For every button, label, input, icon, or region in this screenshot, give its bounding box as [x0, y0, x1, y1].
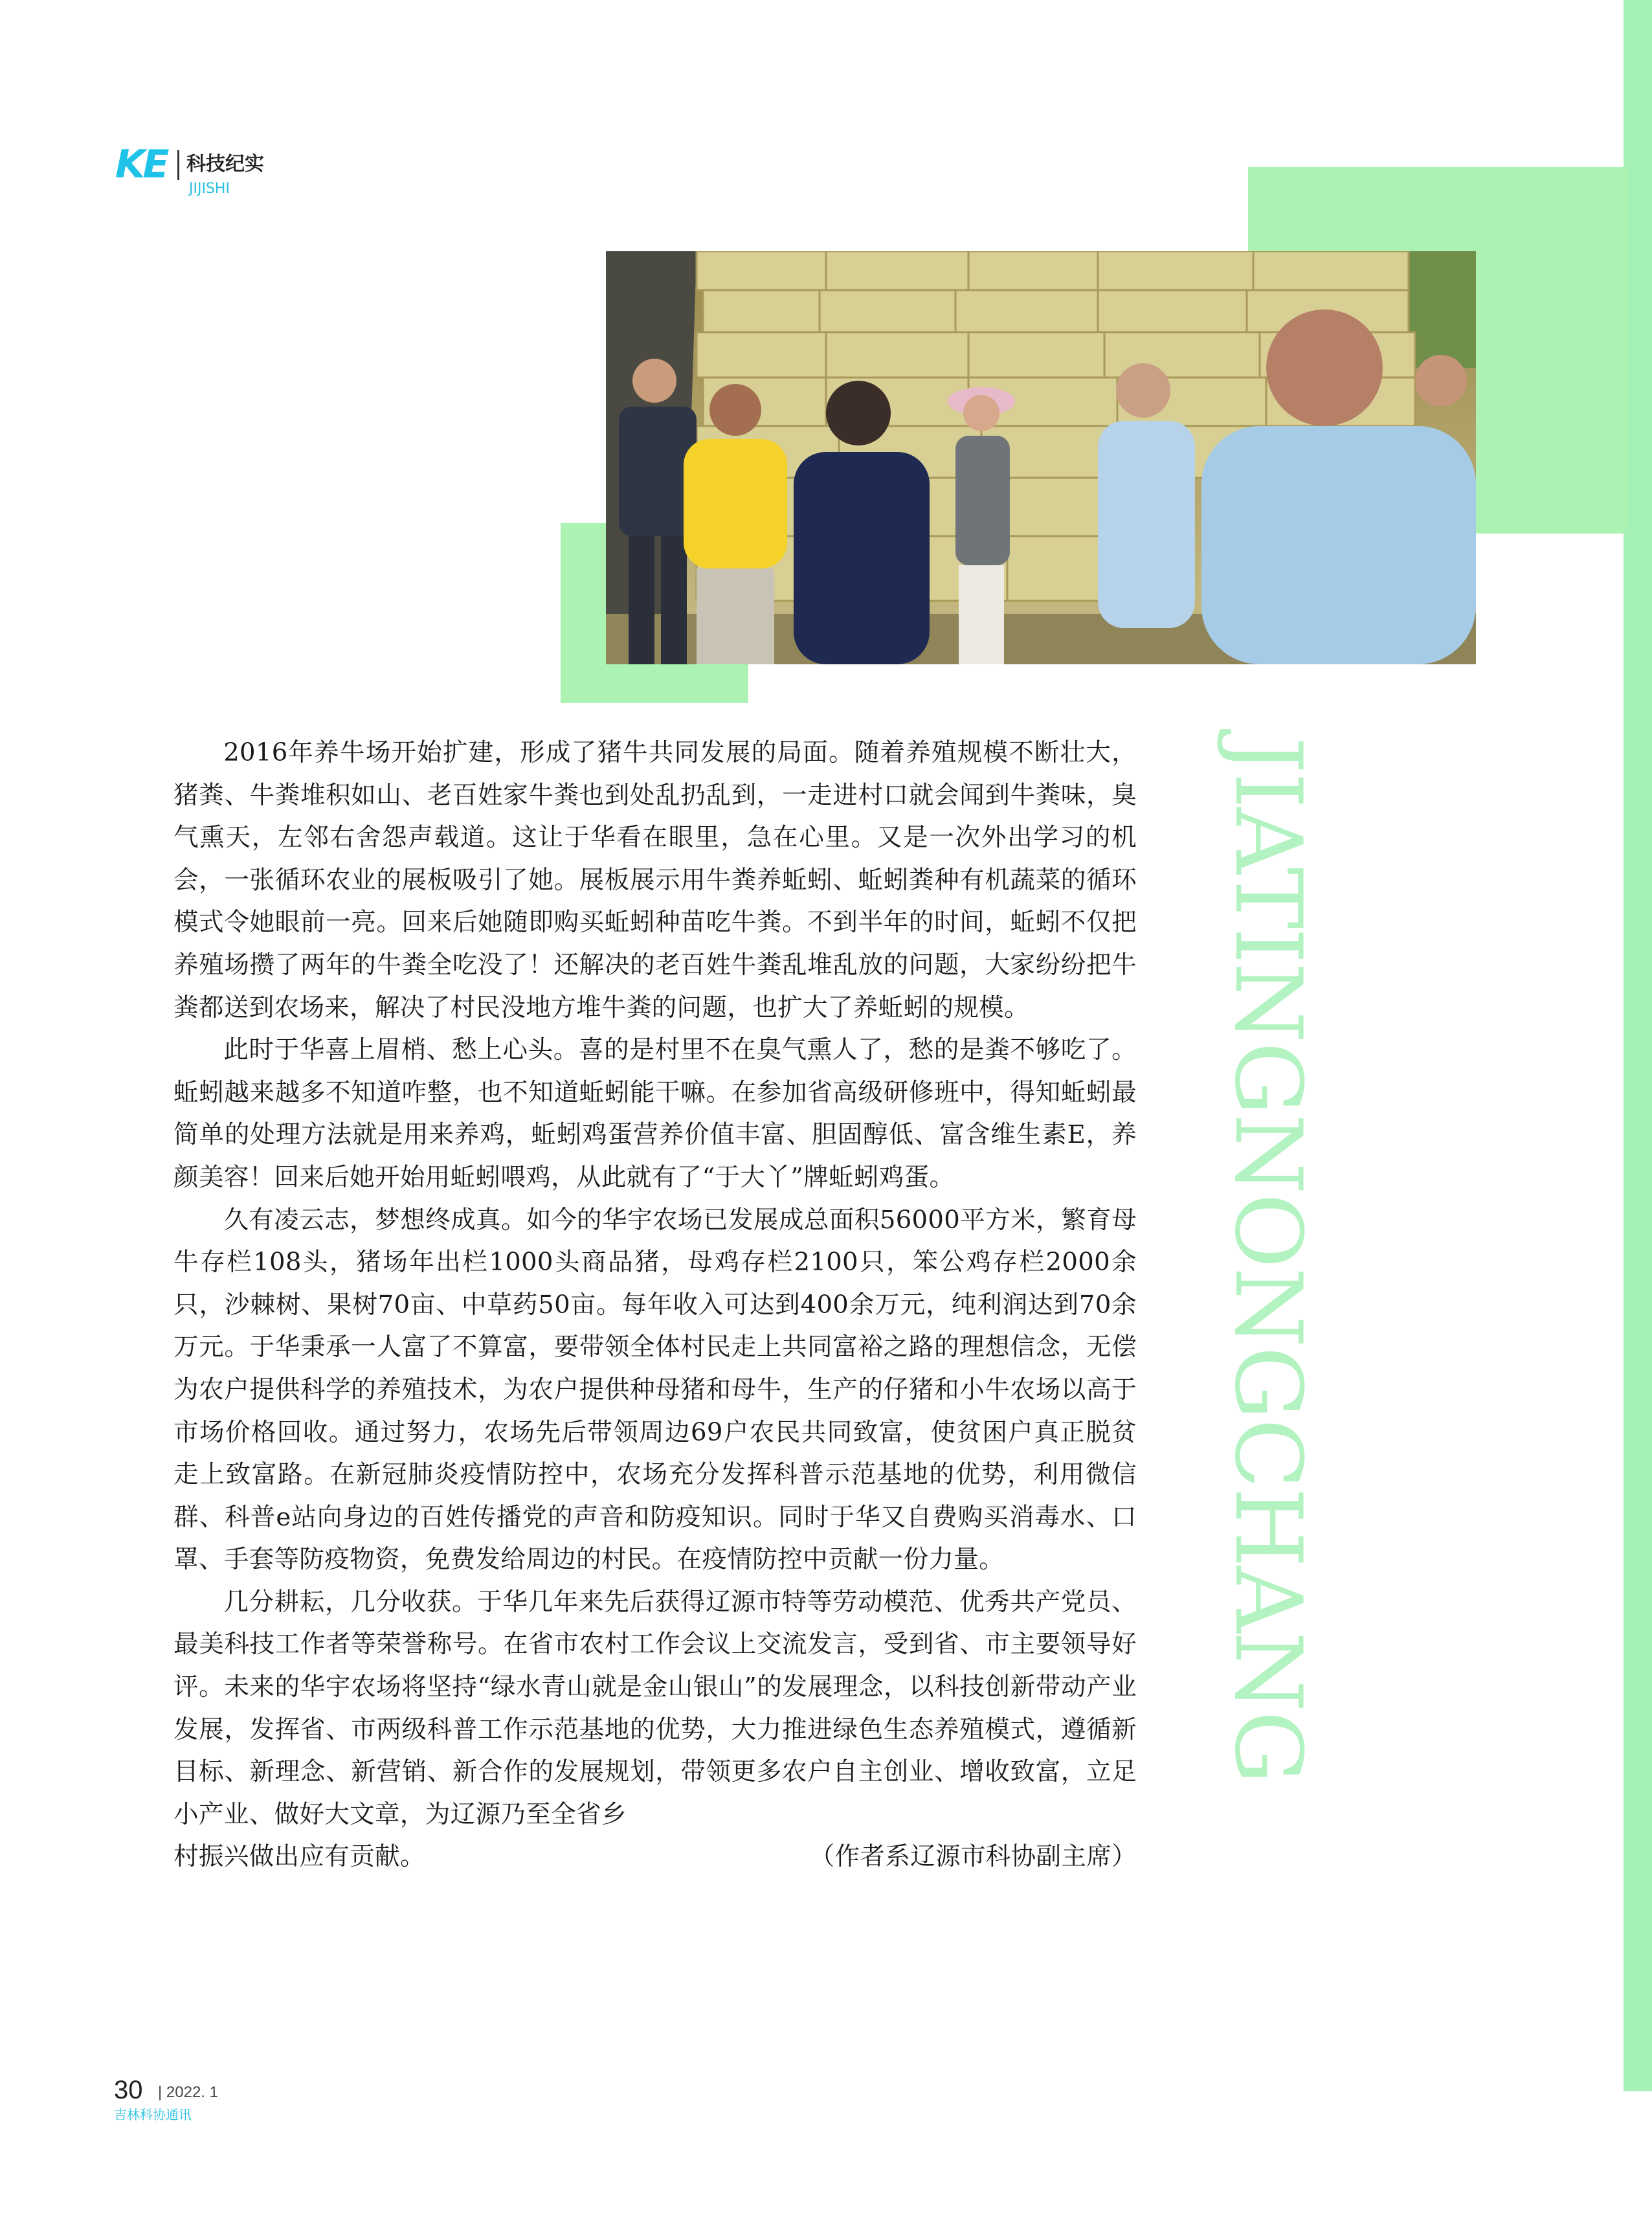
ke-logo: KE — [115, 142, 167, 187]
page-number: 30 — [114, 2076, 143, 2104]
logo-divider — [177, 150, 179, 180]
paragraph: 2016年养牛场开始扩建，形成了猪牛共同发展的局面。随着养殖规模不断壮大，猪粪、牛粪堆积如山、老百姓家牛粪也到处乱扔乱到，一走进村口就会闻到牛粪味，臭气熏天，左邻右舍怨声载道。这让于华看在眼里，急在心里。又是一次外出学习的机会，一张循环农业的展板吸引了她。展板展示用牛粪养蚯蚓、蚯蚓粪种有机蔬菜的循环模式令她眼前一亮。回来后她随即购买蚯蚓种苗吃牛粪。不到半年的时间，蚯蚓不仅把养殖场攒了两年的牛粪全吃没了！还解决的老百姓牛粪乱堆乱放的问题，大家纷纷把牛粪都送到农场来，解决了村民没地方堆牛粪的问题，也扩大了养蚯蚓的规模。 — [173, 738, 1137, 1022]
section-title: 科技纪实 — [186, 153, 264, 175]
farm-visit-photo-image — [606, 251, 1476, 664]
paragraph: 久有凌云志，梦想终成真。如今的华宇农场已发展成总面积56000平方米，繁育母牛存栏108头，猪场年出栏1000头商品猪，母鸡存栏2100只，笨公鸡存栏2000余只，沙棘树、果树70亩、中草药50亩。每年收入可达到400余万元，纯利润达到70余万元。于华秉承一人富了不算富，要带领全体村民走上共同富裕之路的理想信念，无偿为农户提供科学的养殖技术，为农户提供种母猪和母牛，生产的仔猪和小牛农场以高于市场价格回收。通过努力，农场先后带领周边69户农民共同致富，使贫困户真正脱贫走上致富路。在新冠肺炎疫情防控中，农场充分发挥科普示范基地的优势，利用微信群、科普e站向身边的百姓传播党的声音和防疫知识。同时于华又自费购买消毒水、口罩、手套等防疫物资，免费发给周边的村民。在疫情防控中贡献一份力量。 — [173, 1205, 1137, 1575]
vertical-pinyin-text: JIATINGNONGCHANG — [1214, 737, 1321, 1783]
article-photo — [606, 251, 1476, 664]
closing-text: 村振兴做出应有贡献。 — [173, 1842, 425, 1872]
closing-line — [173, 1836, 1137, 1878]
vertical-pinyin-title — [1196, 737, 1339, 2058]
paragraph: 几分耕耘，几分收获。于华几年来先后获得辽源市特等劳动模范、优秀共产党员、最美科技工作者等荣誉称号。在省市农村工作会议上交流发言，受到省、市主要领导好评。未来的华宇农场将坚持“绿水青山就是金山银山”的发展理念，以科技创新带动产业发展，发挥省、市两级科普工作示范基地的优势，大力推进绿色生态养殖模式，遵循新目标、新理念、新营销、新合作的发展规划，带领更多农户自主创业、增收致富，立足小产业、做好大文章，为辽源乃至全省乡 — [173, 1587, 1137, 1829]
magazine-name: 吉林科协通讯 — [114, 2107, 192, 2122]
article-body — [173, 732, 1137, 1878]
section-pinyin: JIJISHI — [189, 181, 230, 197]
edge-color-stripe — [1624, 0, 1652, 2091]
author-note: （作者系辽源市科协副主席） — [809, 1842, 1137, 1872]
issue-label: | 2022. 1 — [158, 2084, 218, 2101]
paragraph: 此时于华喜上眉梢、愁上心头。喜的是村里不在臭气熏人了，愁的是粪不够吃了。蚯蚓越来越多不知道咋整，也不知道蚯蚓能干嘛。在参加省高级研修班中，得知蚯蚓最简单的处理方法就是用来养鸡，蚯蚓鸡蛋营养价值丰富、胆固醇低、富含维生素E，养颜美容！回来后她开始用蚯蚓喂鸡，从此就有了“于大丫”牌蚯蚓鸡蛋。 — [173, 1035, 1137, 1192]
